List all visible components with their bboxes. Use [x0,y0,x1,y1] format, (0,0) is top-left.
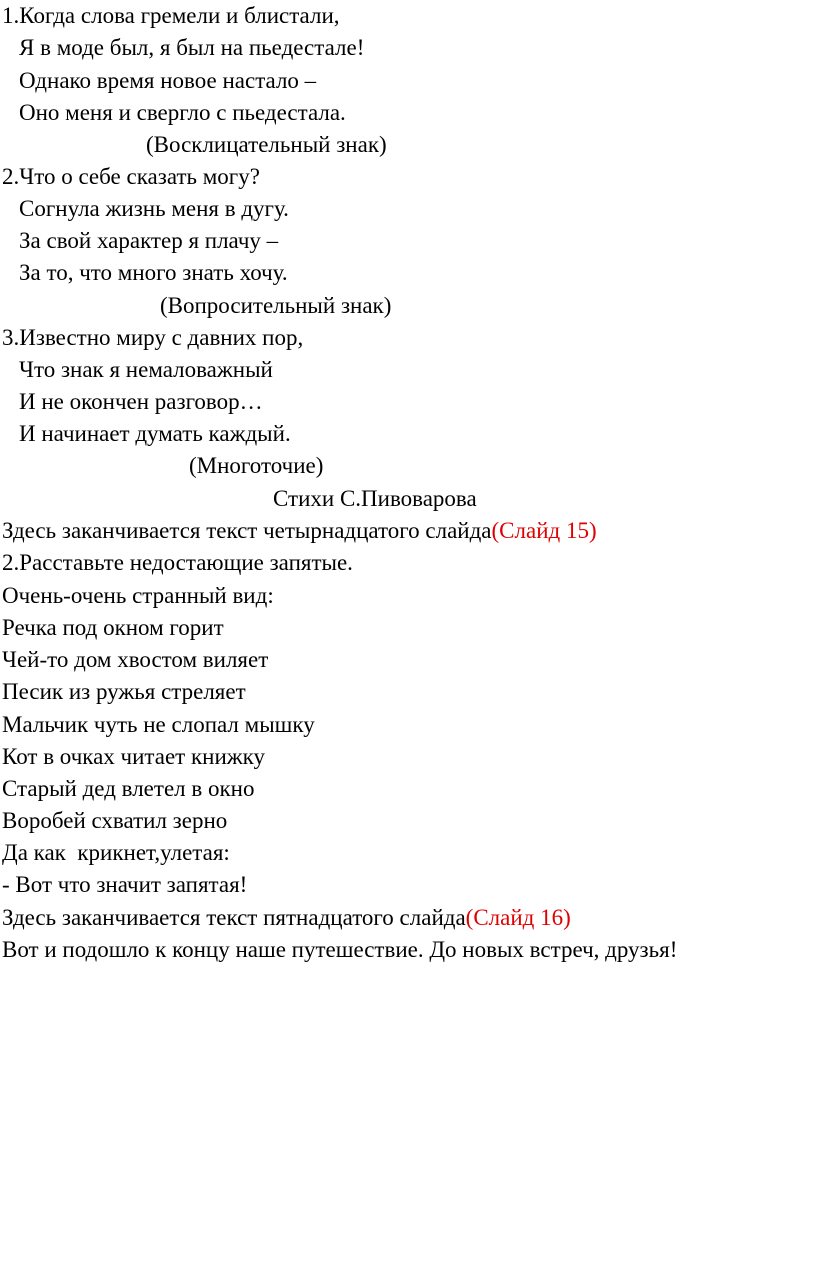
poem-author: Стихи С.Пивоварова [273,486,477,511]
task2-line: Старый дед влетел в окно [2,776,255,801]
task2-line: Кот в очках читает книжку [2,744,266,769]
slide15-label: (Слайд 15) [491,518,597,543]
task2-line: - Вот что значит запятая! [2,872,248,897]
poem1-line2: Я в моде был, я был на пьедестале! [19,35,365,60]
slide14-end-text: Здесь заканчивается текст четырнадцатого слайда [2,518,492,543]
poem1-line3: Однако время новое настало – [19,68,317,93]
slide15-end-text: Здесь заканчивается текст пятнадцатого слайда [2,905,466,930]
task2-title: 2.Расставьте недостающие запятые. [2,550,353,575]
task2-line: Песик из ружья стреляет [2,679,246,704]
poem2-line1: 2.Что о себе сказать могу? [2,164,260,189]
task2-line: Воробей схватил зерно [2,808,228,833]
poem3-line1: 3.Известно миру с давних пор, [2,325,304,350]
poem2-answer: (Вопросительный знак) [160,293,392,318]
poem3-line2: Что знак я немаловажный [19,357,273,382]
task2-line: Чей-то дом хвостом виляет [2,647,269,672]
slide16-label: (Слайд 16) [465,905,571,930]
poem3-line4: И начинает думать каждый. [19,421,291,446]
task2-line: Да как крикнет,улетая: [2,840,230,865]
task2-line: Мальчик чуть не слопал мышку [2,712,315,737]
poem2-line2: Согнула жизнь меня в дугу. [19,196,289,221]
task2-line: Речка под окном горит [2,615,224,640]
poem3-line3: И не окончен разговор… [19,389,263,414]
poem3-answer: (Многоточие) [189,453,324,478]
closing-line: Вот и подошло к концу наше путешествие. До новых встреч, друзья! [2,937,678,962]
slide15-end-note [2,902,571,934]
poem2-line4: За то, что много знать хочу. [19,260,288,285]
task2-line: Очень-очень странный вид: [2,583,274,608]
poem1-line4: Оно меня и свергло с пьедестала. [19,100,346,125]
poem1-line1: 1.Когда слова гремели и блистали, [2,3,340,28]
slide14-end-note [2,515,597,547]
poem1-answer: (Восклицательный знак) [146,132,387,157]
poem2-line3: За свой характер я плачу – [19,228,279,253]
